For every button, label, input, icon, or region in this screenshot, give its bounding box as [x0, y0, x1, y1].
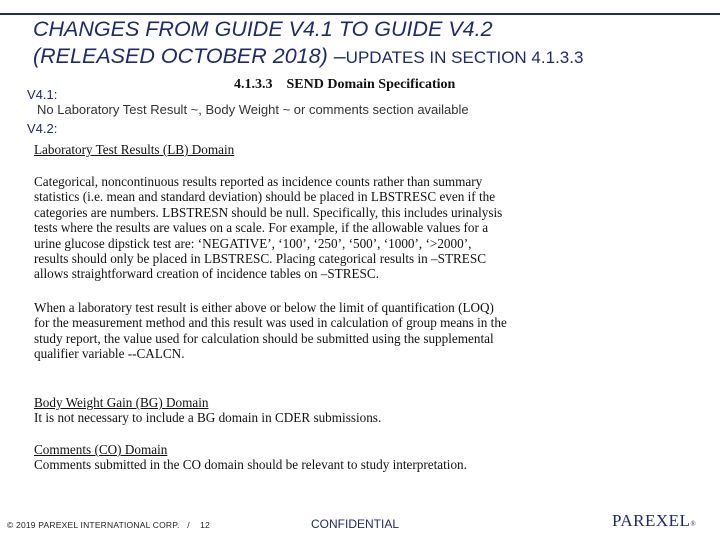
v41-note: No Laboratory Test Result ~, Body Weight ~ or comments section available	[37, 102, 469, 117]
doc-line: Categorical, noncontinuous results reported as incidence counts rather than summary	[34, 174, 483, 189]
lb-paragraph-1	[34, 174, 534, 282]
v41-label: V4.1:	[27, 87, 58, 102]
footer-separator: /	[187, 520, 190, 530]
co-heading: Comments (CO) Domain	[34, 442, 168, 457]
bg-text: It is not necessary to include a BG domain in CDER submissions.	[34, 410, 382, 426]
title-subtitle: UPDATES IN SECTION 4.1.3.3	[345, 48, 584, 67]
doc-line: allows straightforward creation of incidence tables on –STRESC.	[34, 266, 379, 282]
confidential-label: CONFIDENTIAL	[311, 517, 400, 531]
slide-title	[33, 16, 713, 71]
doc-line: statistics (i.e. mean and standard deviation) should be placed in LBSTRESC even if the	[34, 189, 496, 205]
lb-heading	[34, 142, 534, 157]
co-text: Comments submitted in the CO domain should be relevant to study interpretation.	[34, 457, 467, 473]
doc-line: categories are numbers. LBSTRESN should be null. Specifically, this includes urinalysis	[34, 204, 503, 220]
bg-heading: Body Weight Gain (BG) Domain	[34, 395, 209, 410]
doc-line: When a laboratory test result is either above or below the limit of quantification (LOQ)	[34, 300, 494, 315]
doc-line: study report, the value used for calculation should be submitted using the supplemental	[34, 330, 494, 346]
title-line-2	[33, 43, 713, 71]
bg-section	[34, 395, 534, 426]
page-number: 12	[200, 520, 210, 530]
footer-copyright	[7, 520, 210, 530]
doc-line: qualifier variable --CALCN.	[34, 346, 185, 362]
doc-line: for the measurement method and this result was used in calculation of group means in the	[34, 315, 507, 331]
logo-text: PAREXEL	[612, 511, 691, 530]
parexel-logo	[612, 511, 696, 531]
logo-registered-mark: ®	[690, 520, 697, 528]
lb-heading-text: Laboratory Test Results (LB) Domain	[34, 142, 235, 157]
v42-label: V4.2:	[27, 121, 58, 136]
header-rule	[0, 13, 720, 15]
copyright-text: © 2019 PAREXEL INTERNATIONAL CORP.	[7, 520, 180, 530]
lb-paragraph-2	[34, 300, 534, 362]
doc-line: results should only be placed in LBSTRESC. Placing categorical results in –STRESC	[34, 251, 486, 267]
doc-line: tests where the results are values on a scale. For example, if the allowable values for a	[34, 220, 489, 236]
doc-line: urine glucose dipstick test are: ‘NEGATIVE’, ‘100’, ‘250’, ‘500’, ‘1000’, ‘>2000’,	[34, 235, 472, 251]
title-line-1: CHANGES FROM GUIDE V4.1 TO GUIDE V4.2	[33, 17, 493, 41]
section-heading: 4.1.3.3 SEND Domain Specification	[234, 77, 456, 92]
title-line-2-main: (RELEASED OCTOBER 2018) –	[33, 44, 346, 68]
co-section	[34, 442, 534, 473]
